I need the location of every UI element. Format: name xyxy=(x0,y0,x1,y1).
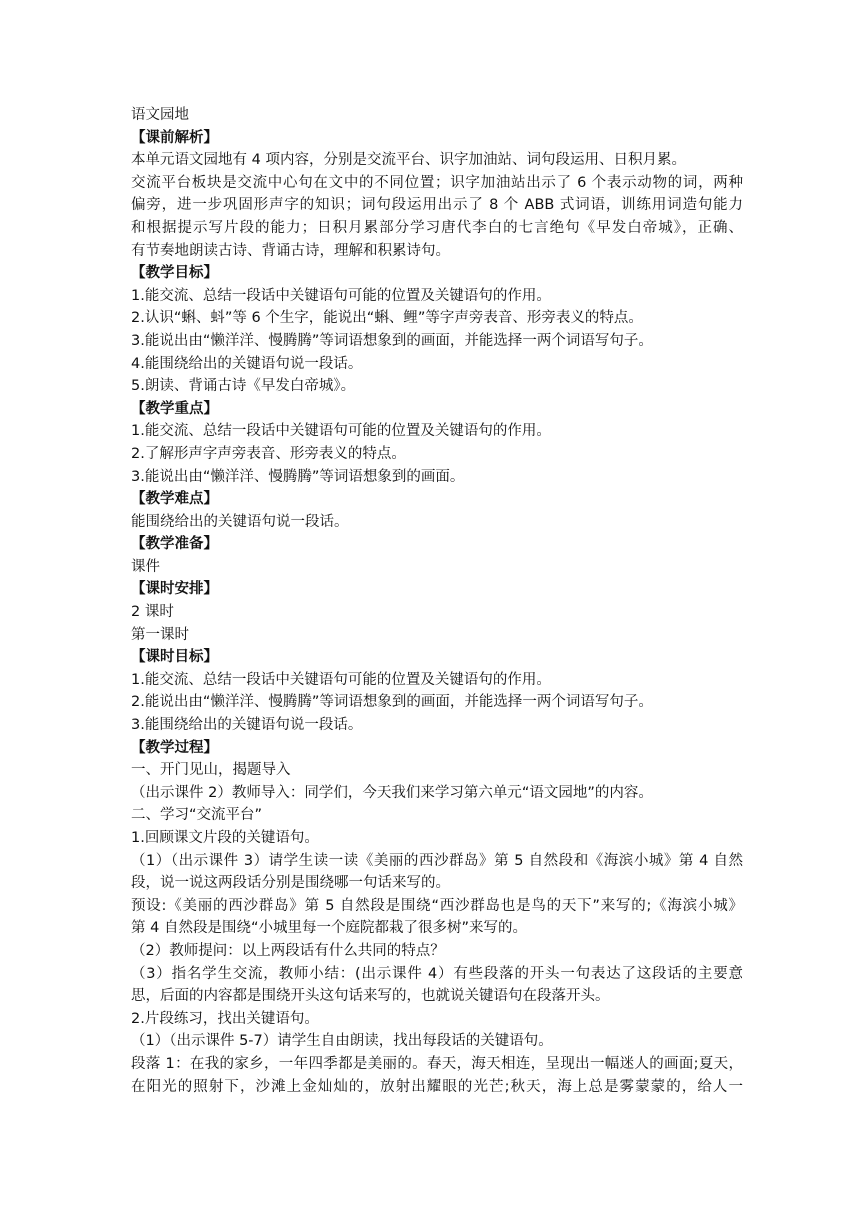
section-heading: 【教学过程】 xyxy=(131,739,218,756)
text-line: 1.能交流、总结一段话中关键语句可能的位置及关键语句的作用。 xyxy=(131,287,551,304)
text-line: 段落 1：在我的家乡，一年四季都是美丽的。春天，海天相连，呈现出一幅迷人的画面;夏天， xyxy=(131,1055,743,1072)
text-line: 能围绕给出的关键语句说一段话。 xyxy=(131,513,349,530)
section-heading: 【课时安排】 xyxy=(131,581,218,598)
text-line: 在阳光的照射下，沙滩上金灿灿的，放射出耀眼的光芒;秋天，海上总是雾蒙蒙的，给人一 xyxy=(131,1078,743,1095)
text-line: （出示课件 2）教师导入：同学们，今天我们来学习第六单元“语文园地”的内容。 xyxy=(131,784,653,801)
text-line: 段，说一说这两段话分别是围绕哪一句话来写的。 xyxy=(131,875,450,892)
text-line: 3.能围绕给出的关键语句说一段话。 xyxy=(131,717,363,734)
text-line: 一、开门见山，揭题导入 xyxy=(131,762,291,779)
text-line: 1.回顾课文片段的关键语句。 xyxy=(131,830,319,846)
section-heading: 【教学难点】 xyxy=(131,491,218,508)
text-line: 1.能交流、总结一段话中关键语句可能的位置及关键语句的作用。 xyxy=(131,671,551,688)
text-line: 交流平台板块是交流中心句在文中的不同位置；识字加油站出示了 6 个表示动物的词，两种 xyxy=(131,174,743,191)
section-heading: 【教学准备】 xyxy=(131,536,218,553)
text-line: 5.朗读、背诵古诗《早发白帝城》。 xyxy=(131,378,356,395)
text-line: 2.能说出由“懒洋洋、慢腾腾”等词语想象到的画面，并能选择一两个词语写句子。 xyxy=(131,694,653,711)
section-heading: 【课前解析】 xyxy=(131,129,218,146)
text-line: 4.能围绕给出的关键语句说一段话。 xyxy=(131,355,363,372)
text-line: 2 课时 xyxy=(131,604,174,621)
text-line: 2.认识“蝌、蚪”等 6 个生字，能说出“蝌、鲤”等字声旁表音、形旁表义的特点。 xyxy=(131,310,643,327)
text-line: 思，后面的内容都是围绕开头这句话来写的，也就说关键语句在段落开头。 xyxy=(131,988,610,1005)
section-heading: 【课时目标】 xyxy=(131,649,218,666)
document-page xyxy=(131,104,743,1098)
text-line: 本单元语文园地有 4 项内容，分别是交流平台、识字加油站、词句段运用、日积月累。 xyxy=(131,152,686,169)
text-line: 预设:《美丽的西沙群岛》第 5 自然段是围绕“西沙群岛也是鸟的天下”来写的;《海滨小城》 xyxy=(131,897,743,914)
text-line: 课件 xyxy=(131,558,160,575)
text-line: 偏旁，进一步巩固形声字的知识；词句段运用出示了 8 个 ABB 式词语，训练用词造句能力 xyxy=(131,197,743,214)
text-line: 3.能说出由“懒洋洋、慢腾腾”等词语想象到的画面。 xyxy=(131,468,465,485)
document-title: 语文园地 xyxy=(131,107,189,123)
section-heading: 【教学目标】 xyxy=(131,265,218,282)
text-line: 第一课时 xyxy=(131,626,189,643)
text-line: 和根据提示写片段的能力；日积月累部分学习唐代李白的七言绝句《早发白帝城》，正确、 xyxy=(131,219,743,236)
text-line: 第 4 自然段是围绕“小城里每一个庭院都栽了很多树”来写的。 xyxy=(131,920,527,937)
text-line: 3.能说出由“懒洋洋、慢腾腾”等词语想象到的画面，并能选择一两个词语写句子。 xyxy=(131,332,653,349)
text-line: （3）指名学生交流，教师小结：(出示课件 4）有些段落的开头一句表达了这段话的主要意 xyxy=(131,965,743,982)
text-line: 1.能交流、总结一段话中关键语句可能的位置及关键语句的作用。 xyxy=(131,423,551,440)
text-line: （1）（出示课件 3）请学生读一读《美丽的西沙群岛》第 5 自然段和《海滨小城》第 4 自然 xyxy=(131,852,743,869)
text-line: 2.了解形声字声旁表音、形旁表义的特点。 xyxy=(131,445,406,462)
text-line: 有节奏地朗读古诗、背诵古诗，理解和积累诗句。 xyxy=(131,242,450,259)
text-line: 2.片段练习，找出关键语句。 xyxy=(131,1010,319,1027)
text-line: （2）教师提问：以上两段话有什么共同的特点？ xyxy=(131,942,445,959)
text-line: 二、学习“交流平台” xyxy=(131,807,263,824)
text-line: （1）（出示课件 5-7）请学生自由朗读，找出每段话的关键语句。 xyxy=(131,1033,553,1050)
section-heading: 【教学重点】 xyxy=(131,400,218,417)
